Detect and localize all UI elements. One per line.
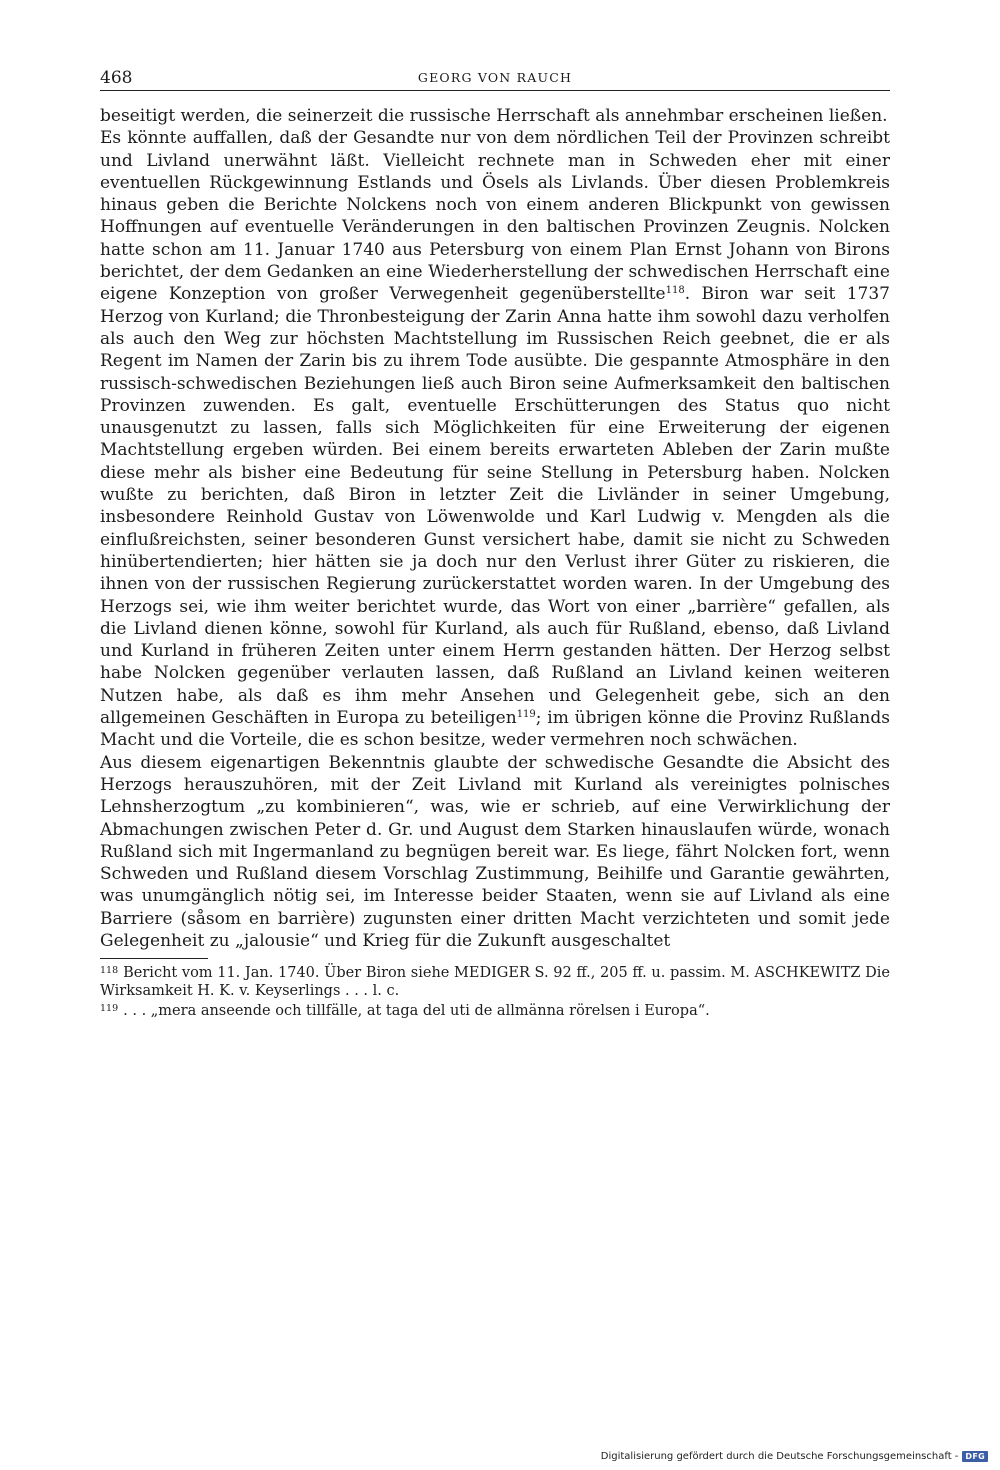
footnote-divider xyxy=(100,958,208,959)
footnote-text: . . . „mera anseende och tillfälle, at taga del uti de allmänna rörelsen i Europa“. xyxy=(123,1003,710,1020)
paragraph xyxy=(100,105,890,127)
footnote-text: Bericht vom 11. Jan. 1740. Über Biron siehe MEDIGER S. 92 ff., 205 ff. u. passim. M. ASCHKEWITZ Die Wirksamkeit H. K. v. Keyserlings . . . l. c. xyxy=(100,965,890,1000)
dfg-logo-icon: DFG xyxy=(962,1451,988,1462)
footnote-119 xyxy=(100,1000,890,1020)
book-page xyxy=(100,64,890,1020)
credit-text: Digitalisierung gefördert durch die Deutsche Forschungsgemeinschaft - xyxy=(600,1451,959,1462)
paragraph-text: Es könnte auffallen, daß der Gesandte nur von dem nördlichen Teil der Provinzen schreibt und Livland unerwähnt läßt. Vielleicht rechnete man in Schweden eher mit einer eventuellen Rückgewinnung Estlands und Ösels als Livlands. Über diesen Problemkreis hinaus geben die Berichte Nolckens noch von einem anderen Blickpunkt von gewissen Hoffnungen auf eventuelle Veränderungen in den baltischen Provinzen Zeugnis. Nolcken hatte schon am 11. Januar 1740 aus Petersburg von einem Plan Ernst Johann von Birons berichtet, der dem Gedanken an eine Wiederherstellung der schwedischen Herrschaft eine eigene Konzeption von großer Verwegenheit gegenüberstellte xyxy=(100,128,890,305)
footnotes xyxy=(100,962,890,1020)
page-number: 468 xyxy=(100,68,133,88)
footnote-number: 119 xyxy=(100,1003,119,1015)
digitization-credit xyxy=(601,1451,988,1462)
paragraph xyxy=(100,752,890,953)
footnote-number: 118 xyxy=(100,965,119,977)
body-text xyxy=(100,105,890,952)
running-head xyxy=(100,64,890,91)
paragraph-text: ; im übrigen könne die Provinz Rußlands Macht und die Vorteile, die es schon besitze, weder vermehren noch schwächen. xyxy=(100,708,890,751)
paragraph xyxy=(100,127,890,751)
paragraph-text: Aus diesem eigenartigen Bekenntnis glaubte der schwedische Gesandte die Absicht des Herzogs herauszuhören, mit der Zeit Livland mit Kurland als vereinigtes polnisches Lehnsherzogtum „zu kombinieren“, was, wie er schrieb, auf eine Verwirklichung der Abmachungen zwischen Peter d. Gr. und August dem Starken hinauslaufen würde, wonach Rußland sich mit Ingermanland zu begnügen bereit war. Es liege, fährt Nolcken fort, wenn Schweden und Rußland diesem Vorschlag Zustimmung, Beihilfe und Garantie gewährten, was unumgänglich nötig sei, im Interesse beider Staaten, wenn sie auf Livland als eine Barriere (såsom en barrière) zugunsten einer dritten Macht verzichteten und somit jede Gelegenheit zu „jalousie“ und Krieg für die Zukunft ausgeschaltet xyxy=(100,752,890,951)
footnote-ref-118[interactable]: 118 xyxy=(665,285,685,297)
paragraph-text: . Biron war seit 1737 Herzog von Kurland; die Thronbesteigung der Zarin Anna hatte ihm sowohl dazu verholfen als auch den Weg zur höchsten Machtstellung im Russischen Reich geebnet, die er als Regent im Namen der Zarin bis zu ihrem Tode ausübte. Die gespannte Atmosphäre in den russisch-schwedischen Beziehungen ließ auch Biron seine Aufmerksamkeit den baltischen Provinzen zuwenden. Es galt, eventuelle Erschütterungen des Status quo nicht unausgenutzt zu lassen, falls sich Möglichkeiten für eine Erweiterung der eigenen Machtstellung ergeben würden. Bei einem bereits erwarteten Ableben der Zarin mußte diese mehr als bisher eine Bedeutung für seine Stellung in Petersburg haben. Nolcken wußte zu berichten, daß Biron in letzter Zeit die Livländer in seiner Umgebung, insbesondere Reinhold Gustav von Löwenwolde und Karl Ludwig v. Mengden als die einflußreichsten, seiner besonderen Gunst versichert habe, damit sie nicht zu Schweden hinübertendierten; hier hätten sie ja doch nur den Verlust ihrer Güter zu riskieren, die ihnen von der russischen Regierung zurückerstattet worden waren. In der Umgebung des Herzogs sei, wie ihm weiter berichtet wurde, das Wort von einer „barrière“ gefallen, als die Livland dienen könne, sowohl für Kurland, als auch für Rußland, ebenso, daß Livland und Kurland in früheren Zeiten unter einem Herrn gestanden hätten. Der Herzog selbst habe Nolcken gegenüber verlauten lassen, daß Rußland an Livland keinen weiteren Nutzen habe, als daß es ihm mehr Ansehen und Gelegenheit gebe, sich an den allgemeinen Geschäften in Europa zu beteiligen xyxy=(100,284,891,729)
paragraph-text: beseitigt werden, die seinerzeit die russische Herrschaft als annehmbar erscheinen ließen. xyxy=(100,106,888,126)
footnote-ref-119[interactable]: 119 xyxy=(516,709,536,721)
footnote-118 xyxy=(100,962,890,1000)
running-title: GEORG VON RAUCH xyxy=(417,70,573,85)
